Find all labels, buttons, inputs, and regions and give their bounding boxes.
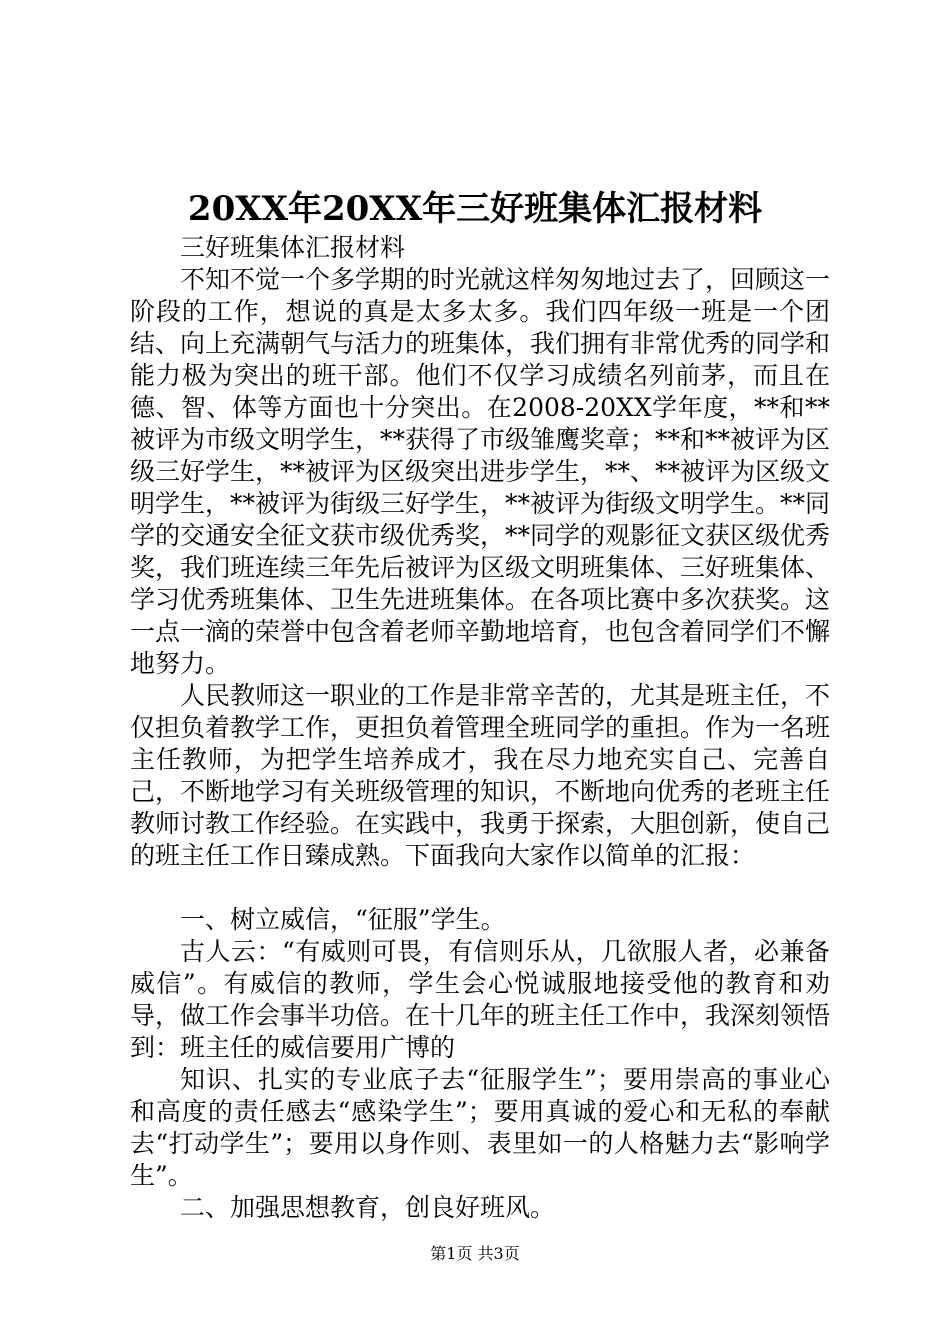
body-paragraph: 不知不觉一个多学期的时光就这样匆匆地过去了，回顾这一阶段的工作，想说的真是太多太多。我们四年级一班是一个团结、向上充满朝气与活力的班集体，我们拥有非常优秀的同学和能力极为突出的班干部。他们不仅学习成绩名列前茅，而且在德、智、体等方面也十分突出。在2008-20XX学年度，**和**被评为市级文明学生，**获得了市级雏鹰奖章；**和**被评为区级三好学生，**被评为区级突出进步学生，**、**被评为区级文明学生，**被评为街级三好学生，**被评为街级文明学生。**同学的交通安全征文获市级优秀奖，**同学的观影征文获区级优秀奖，我们班连续三年先后被评为区级文明班集体、三好班集体、学习优秀班集体、卫生先进班集体。在各项比赛中多次获奖。这一点一滴的荣誉中包含着老师辛勤地培育，也包含着同学们不懈地努力。 bbox=[130, 265, 831, 678]
section-heading: 二、加强思想教育，创良好班风。 bbox=[180, 1193, 556, 1222]
subtitle-paragraph: 三好班集体汇报材料 bbox=[180, 233, 406, 262]
section-heading: 一、树立威信，“征服”学生。 bbox=[180, 905, 506, 934]
body-paragraph: 古人云：“有威则可畏，有信则乐从，几欲服人者，必兼备威信”。有威信的教师，学生会心悦诚服地接受他的教育和劝导，做工作会事半功倍。在十几年的班主任工作中，我深刻领悟到：班主任的威信要用广博的 bbox=[130, 937, 831, 1062]
page-footer: 第1页 共3页 bbox=[430, 1244, 520, 1263]
body-paragraph: 人民教师这一职业的工作是非常辛苦的，尤其是班主任，不仅担负着教学工作，更担负着管理全班同学的重担。作为一名班主任教师，为把学生培养成才，我在尽力地充实自己、完善自己，不断地学习有关班级管理的知识，不断地向优秀的老班主任教师讨教工作经验。在实践中，我勇于探索，大胆创新，使自己的班主任工作日臻成熟。下面我向大家作以简单的汇报： bbox=[130, 681, 831, 870]
body-paragraph: 知识、扎实的专业底子去“征服学生”；要用崇高的事业心和高度的责任感去“感染学生”；要用真诚的爱心和无私的奉献去“打动学生”；要用以身作则、表里如一的人格魅力去“影响学生”。 bbox=[130, 1065, 830, 1190]
document-title: 20XX年20XX年三好班集体汇报材料 bbox=[187, 189, 763, 229]
blank-line bbox=[130, 872, 830, 904]
document-body bbox=[130, 232, 830, 1224]
